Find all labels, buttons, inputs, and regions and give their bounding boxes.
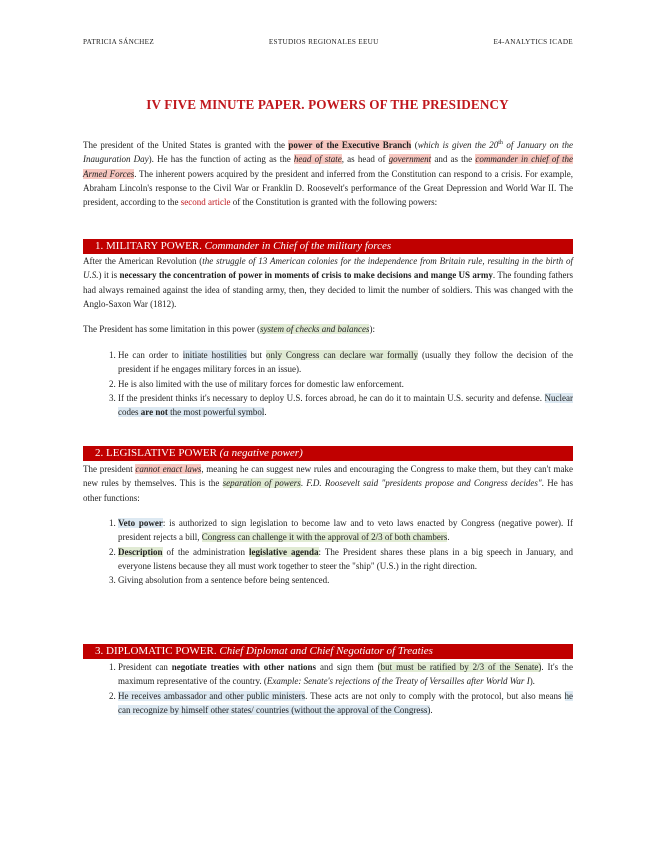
diplomatic-powers-list: [83, 660, 573, 717]
legislative-paragraph: The president cannot enact laws, meaning he can suggest new rules and encouraging the Congress to make them, but they can't make new rules by themselves. This is the separation of powers. F.D. Roosevelt said "presidents propose and Congress decides". He has other functions:: [83, 464, 573, 503]
header-author: PATRICIA SÁNCHEZ: [83, 38, 155, 46]
list-item: 2. Description of the administration legislative agenda: The President shares these plans in a big speech in January, and everyone listens because they all must work together to steer the "ship" (U.S.) in the right direction.: [118, 545, 573, 574]
list-item: 1. Veto power: is authorized to sign legislation to become law and to veto laws enacted by Congress (negative power). If president rejects a bill, Congress can challenge it with the approval of 2/3 of both chambers.: [118, 516, 573, 545]
list-item: 2. He receives ambassador and other public ministers. These acts are not only to comply with the protocol, but also means he can recognize by himself other states/ countries (without the approval of the Congress).: [118, 689, 573, 718]
header-course: ESTUDIOS REGIONALES EEUU: [268, 38, 379, 46]
section-heading-legislative: 2. LEGISLATIVE POWER (a negative power): [83, 446, 573, 461]
military-paragraph: After the American Revolution (the struggle of 13 American colonies for the independence from Britain rule, resulting in the birth of U.S.) it is necessary the concentration of power in moments of crisis to make decisions and mange US army. The founding fathers had always remained against the idea of standing army, then, they decided to limit the number of soldiers. This was changed with the Anglo-Saxon War (1812).: [83, 256, 573, 309]
page-title: IV FIVE MINUTE PAPER. POWERS OF THE PRESIDENCY: [146, 97, 509, 112]
list-item: 1. He can order to initiate hostilities but only Congress can declare war formally (usually they follow the decision of the president if he engages military forces in an issue).: [118, 348, 573, 377]
section-heading-military: 1. MILITARY POWER. Commander in Chief of the military forces: [83, 239, 573, 254]
list-item: 2. He is also limited with the use of military forces for domestic law enforcement.: [118, 377, 573, 391]
list-item: 3. Giving absolution from a sentence before being sentenced.: [118, 573, 573, 587]
military-limits-intro: The President has some limitation in this power (system of checks and balances):: [83, 324, 375, 334]
military-limits-list: [83, 348, 573, 419]
list-item: 1. President can negotiate treaties with other nations and sign them (but must be ratified by 2/3 of the Senate). It's the maximum representative of the country. (Example: Senate's rejections of the Treaty of Versailles after World War I).: [118, 660, 573, 689]
header-program: E4-ANALYTICS ICADE: [493, 38, 573, 46]
list-item: 3. If the president thinks it's necessary to deploy U.S. forces abroad, he can do it to maintain U.S. security and defense. Nuclear codes are not the most powerful symbol.: [118, 391, 573, 420]
page-header: [83, 38, 573, 46]
section-heading-diplomatic: 3. DIPLOMATIC POWER. Chief Diplomat and Chief Negotiator of Treaties: [83, 644, 573, 659]
legislative-functions-list: [83, 516, 573, 587]
intro-paragraph: The president of the United States is granted with the power of the Executive Branch (which is given the 20th of January on the Inauguration Day). He has the function of acting as the head of state, as head of government and as the commander in chief of the Armed Forces. The inherent powers acquired by the president and inferred from the Constitution can respond to a crisis. For example, Abraham Lincoln's response to the Civil War or Franklin D. Roosevelt's performance of the Great Depression and World War II. The president, according to the second article of the Constitution is granted with the following powers:: [83, 140, 573, 208]
